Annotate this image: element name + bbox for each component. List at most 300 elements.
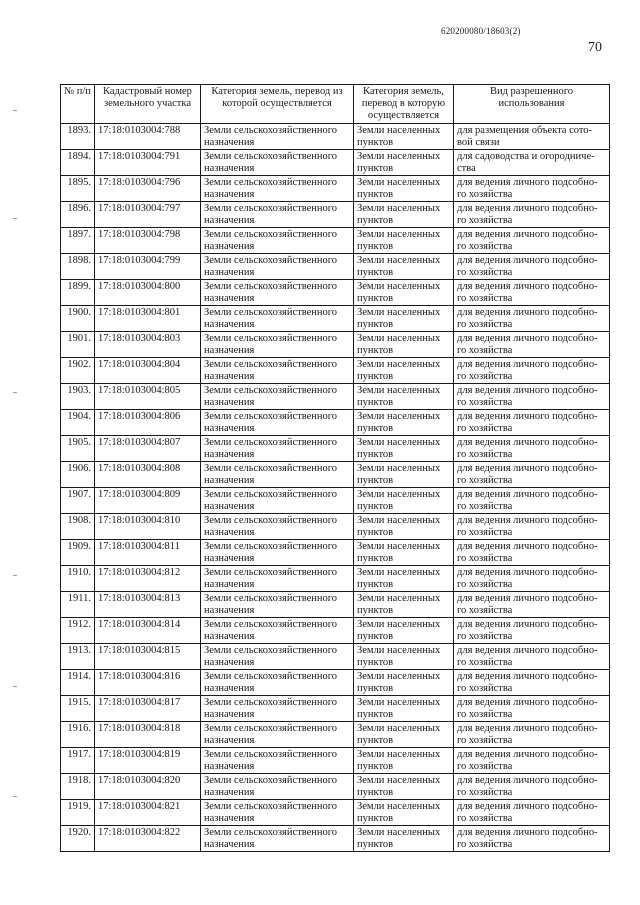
permitted-use-line1: для ведения личного подсобно- <box>457 307 598 318</box>
cadastral-number: 17:18:0103004:797 <box>95 202 201 228</box>
category-from-line2: назначения <box>204 553 255 564</box>
category-from-line1: Земли сельскохозяйственного <box>204 697 338 708</box>
permitted-use-line1: для ведения личного подсобно- <box>457 619 598 630</box>
cadastral-number: 17:18:0103004:799 <box>95 254 201 280</box>
col-header-category-from: Категория земель, перевод из которой осуществляется <box>201 85 354 124</box>
category-from-line2: назначения <box>204 293 255 304</box>
row-number: 1910. <box>61 566 95 592</box>
category-to-line2: пунктов <box>357 631 394 642</box>
category-to-line2: пунктов <box>357 787 394 798</box>
row-number: 1907. <box>61 488 95 514</box>
category-to-line2: пунктов <box>357 553 394 564</box>
cadastral-number: 17:18:0103004:803 <box>95 332 201 358</box>
row-number: 1904. <box>61 410 95 436</box>
category-to-line2: пунктов <box>357 709 394 720</box>
row-number: 1893. <box>61 124 95 150</box>
permitted-use-line2: го хозяйства <box>457 761 513 772</box>
table-row <box>61 722 610 748</box>
category-from-line2: назначения <box>204 761 255 772</box>
category-to <box>354 384 454 410</box>
permitted-use-line1: для ведения личного подсобно- <box>457 671 598 682</box>
cadastral-number: 17:18:0103004:801 <box>95 306 201 332</box>
table-row <box>61 202 610 228</box>
category-from-line1: Земли сельскохозяйственного <box>204 645 338 656</box>
category-to-line1: Земли населенных <box>357 671 441 682</box>
table-row <box>61 514 610 540</box>
row-number: 1911. <box>61 592 95 618</box>
category-from-line2: назначения <box>204 423 255 434</box>
category-from-line1: Земли сельскохозяйственного <box>204 203 338 214</box>
table-row <box>61 306 610 332</box>
permitted-use-line2: го хозяйства <box>457 501 513 512</box>
permitted-use <box>454 670 610 696</box>
category-from <box>201 228 354 254</box>
header-row <box>61 85 610 124</box>
margin-mark <box>13 575 17 576</box>
cadastral-number: 17:18:0103004:820 <box>95 774 201 800</box>
category-from <box>201 306 354 332</box>
permitted-use-line2: го хозяйства <box>457 553 513 564</box>
category-from-line2: назначения <box>204 267 255 278</box>
category-from-line1: Земли сельскохозяйственного <box>204 177 338 188</box>
table-row <box>61 774 610 800</box>
category-to-line2: пунктов <box>357 449 394 460</box>
permitted-use-line2: го хозяйства <box>457 579 513 590</box>
category-to <box>354 124 454 150</box>
cadastral-number: 17:18:0103004:807 <box>95 436 201 462</box>
document-code: 620200080/18603(2) <box>441 26 521 36</box>
category-from-line1: Земли сельскохозяйственного <box>204 125 338 136</box>
category-from-line1: Земли сельскохозяйственного <box>204 255 338 266</box>
category-to-line1: Земли населенных <box>357 515 441 526</box>
category-from <box>201 592 354 618</box>
permitted-use-line1: для ведения личного подсобно- <box>457 827 598 838</box>
cadastral-number: 17:18:0103004:812 <box>95 566 201 592</box>
category-to-line1: Земли населенных <box>357 463 441 474</box>
permitted-use-line2: го хозяйства <box>457 319 513 330</box>
category-to <box>354 722 454 748</box>
category-to-line2: пунктов <box>357 163 394 174</box>
category-from-line2: назначения <box>204 189 255 200</box>
permitted-use-line2: го хозяйства <box>457 267 513 278</box>
category-to-line2: пунктов <box>357 371 394 382</box>
permitted-use-line1: для ведения личного подсобно- <box>457 723 598 734</box>
category-from-line1: Земли сельскохозяйственного <box>204 749 338 760</box>
category-to-line2: пунктов <box>357 423 394 434</box>
row-number: 1901. <box>61 332 95 358</box>
category-to-line2: пунктов <box>357 267 394 278</box>
category-to <box>354 644 454 670</box>
permitted-use-line2: го хозяйства <box>457 293 513 304</box>
margin-mark <box>13 392 17 393</box>
permitted-use-line2: го хозяйства <box>457 215 513 226</box>
row-number: 1903. <box>61 384 95 410</box>
permitted-use <box>454 124 610 150</box>
cadastral-number: 17:18:0103004:821 <box>95 800 201 826</box>
table-row <box>61 228 610 254</box>
permitted-use <box>454 826 610 852</box>
permitted-use-line1: для ведения личного подсобно- <box>457 281 598 292</box>
category-to-line2: пунктов <box>357 527 394 538</box>
category-from <box>201 176 354 202</box>
category-from-line1: Земли сельскохозяйственного <box>204 801 338 812</box>
category-to-line2: пунктов <box>357 761 394 772</box>
permitted-use-line2: го хозяйства <box>457 631 513 642</box>
permitted-use-line1: для ведения личного подсобно- <box>457 697 598 708</box>
category-to <box>354 800 454 826</box>
cadastral-number: 17:18:0103004:813 <box>95 592 201 618</box>
category-from <box>201 566 354 592</box>
category-to <box>354 306 454 332</box>
category-to-line1: Земли населенных <box>357 619 441 630</box>
category-from-line2: назначения <box>204 449 255 460</box>
permitted-use-line1: для ведения личного подсобно- <box>457 463 598 474</box>
category-from-line1: Земли сельскохозяйственного <box>204 437 338 448</box>
row-number: 1908. <box>61 514 95 540</box>
category-from-line2: назначения <box>204 163 255 174</box>
category-from <box>201 384 354 410</box>
category-from-line1: Земли сельскохозяйственного <box>204 229 338 240</box>
category-to-line1: Земли населенных <box>357 437 441 448</box>
category-from-line2: назначения <box>204 527 255 538</box>
category-from <box>201 618 354 644</box>
category-from-line2: назначения <box>204 319 255 330</box>
permitted-use-line1: для размещения объекта сото- <box>457 125 593 136</box>
category-to-line2: пунктов <box>357 293 394 304</box>
permitted-use <box>454 306 610 332</box>
table-row <box>61 332 610 358</box>
table-row <box>61 462 610 488</box>
cadastral-number: 17:18:0103004:805 <box>95 384 201 410</box>
category-from-line2: назначения <box>204 787 255 798</box>
row-number: 1898. <box>61 254 95 280</box>
category-from <box>201 826 354 852</box>
permitted-use-line2: го хозяйства <box>457 813 513 824</box>
row-number: 1897. <box>61 228 95 254</box>
category-from-line1: Земли сельскохозяйственного <box>204 489 338 500</box>
category-from-line2: назначения <box>204 735 255 746</box>
category-to-line1: Земли населенных <box>357 385 441 396</box>
table-row <box>61 124 610 150</box>
category-from-line1: Земли сельскохозяйственного <box>204 827 338 838</box>
category-from-line2: назначения <box>204 137 255 148</box>
category-to-line2: пунктов <box>357 683 394 694</box>
category-to-line1: Земли населенных <box>357 411 441 422</box>
category-from-line1: Земли сельскохозяйственного <box>204 151 338 162</box>
row-number: 1895. <box>61 176 95 202</box>
table-row <box>61 644 610 670</box>
category-to-line1: Земли населенных <box>357 567 441 578</box>
col-header-category-to: Категория земель, перевод в которую осуществляется <box>354 85 454 124</box>
row-number: 1913. <box>61 644 95 670</box>
cadastral-number: 17:18:0103004:800 <box>95 280 201 306</box>
row-number: 1920. <box>61 826 95 852</box>
row-number: 1905. <box>61 436 95 462</box>
table-row <box>61 384 610 410</box>
category-to-line1: Земли населенных <box>357 125 441 136</box>
category-from-line1: Земли сельскохозяйственного <box>204 671 338 682</box>
cadastral-number: 17:18:0103004:796 <box>95 176 201 202</box>
category-from-line1: Земли сельскохозяйственного <box>204 593 338 604</box>
table-row <box>61 280 610 306</box>
category-to <box>354 826 454 852</box>
category-to-line1: Земли населенных <box>357 593 441 604</box>
category-from <box>201 774 354 800</box>
permitted-use-line1: для ведения личного подсобно- <box>457 775 598 786</box>
permitted-use-line1: для ведения личного подсобно- <box>457 567 598 578</box>
permitted-use-line2: го хозяйства <box>457 397 513 408</box>
category-from <box>201 514 354 540</box>
category-to-line1: Земли населенных <box>357 749 441 760</box>
margin-mark <box>13 110 17 111</box>
cadastral-number: 17:18:0103004:815 <box>95 644 201 670</box>
row-number: 1918. <box>61 774 95 800</box>
category-to-line1: Земли населенных <box>357 151 441 162</box>
row-number: 1909. <box>61 540 95 566</box>
margin-mark <box>13 686 17 687</box>
permitted-use <box>454 462 610 488</box>
category-to <box>354 280 454 306</box>
category-from <box>201 150 354 176</box>
permitted-use-line2: го хозяйства <box>457 241 513 252</box>
category-from-line2: назначения <box>204 631 255 642</box>
permitted-use-line1: для ведения личного подсобно- <box>457 593 598 604</box>
cadastral-number: 17:18:0103004:822 <box>95 826 201 852</box>
category-to <box>354 696 454 722</box>
permitted-use-line1: для ведения личного подсобно- <box>457 385 598 396</box>
category-from-line2: назначения <box>204 709 255 720</box>
permitted-use-line2: го хозяйства <box>457 345 513 356</box>
category-to <box>354 254 454 280</box>
permitted-use <box>454 540 610 566</box>
category-to-line1: Земли населенных <box>357 775 441 786</box>
category-from-line2: назначения <box>204 813 255 824</box>
category-from <box>201 488 354 514</box>
permitted-use-line2: ства <box>457 163 476 174</box>
row-number: 1900. <box>61 306 95 332</box>
permitted-use-line1: для ведения личного подсобно- <box>457 801 598 812</box>
row-number: 1896. <box>61 202 95 228</box>
permitted-use-line2: го хозяйства <box>457 709 513 720</box>
permitted-use-line1: для ведения личного подсобно- <box>457 749 598 760</box>
category-from-line2: назначения <box>204 839 255 850</box>
permitted-use-line1: для ведения личного подсобно- <box>457 333 598 344</box>
row-number: 1919. <box>61 800 95 826</box>
category-from-line1: Земли сельскохозяйственного <box>204 567 338 578</box>
category-to-line1: Земли населенных <box>357 645 441 656</box>
cadastral-number: 17:18:0103004:811 <box>95 540 201 566</box>
table-row <box>61 826 610 852</box>
category-to-line1: Земли населенных <box>357 723 441 734</box>
permitted-use-line2: го хозяйства <box>457 475 513 486</box>
category-to-line1: Земли населенных <box>357 697 441 708</box>
category-to-line2: пунктов <box>357 319 394 330</box>
category-from-line1: Земли сельскохозяйственного <box>204 619 338 630</box>
category-to-line2: пунктов <box>357 397 394 408</box>
permitted-use <box>454 488 610 514</box>
category-from <box>201 358 354 384</box>
category-from <box>201 722 354 748</box>
permitted-use <box>454 722 610 748</box>
category-to <box>354 332 454 358</box>
table-row <box>61 150 610 176</box>
col-header-cadastral: Кадастровый номер земельного участка <box>95 85 201 124</box>
category-from-line2: назначения <box>204 683 255 694</box>
permitted-use-line1: для ведения личного подсобно- <box>457 359 598 370</box>
table-body <box>61 124 610 852</box>
permitted-use <box>454 202 610 228</box>
category-to-line1: Земли населенных <box>357 359 441 370</box>
category-from-line2: назначения <box>204 579 255 590</box>
cadastral-number: 17:18:0103004:817 <box>95 696 201 722</box>
margin-mark <box>13 218 17 219</box>
category-from <box>201 280 354 306</box>
permitted-use <box>454 618 610 644</box>
category-from-line2: назначения <box>204 371 255 382</box>
category-to-line2: пунктов <box>357 501 394 512</box>
table-row <box>61 410 610 436</box>
cadastral-number: 17:18:0103004:819 <box>95 748 201 774</box>
category-to <box>354 566 454 592</box>
cadastral-number: 17:18:0103004:809 <box>95 488 201 514</box>
row-number: 1899. <box>61 280 95 306</box>
table-row <box>61 566 610 592</box>
category-from-line1: Земли сельскохозяйственного <box>204 385 338 396</box>
category-to <box>354 670 454 696</box>
row-number: 1912. <box>61 618 95 644</box>
permitted-use-line2: го хозяйства <box>457 527 513 538</box>
cadastral-number: 17:18:0103004:818 <box>95 722 201 748</box>
category-from <box>201 202 354 228</box>
category-from-line2: назначения <box>204 241 255 252</box>
category-from-line2: назначения <box>204 657 255 668</box>
category-to-line1: Земли населенных <box>357 203 441 214</box>
row-number: 1894. <box>61 150 95 176</box>
permitted-use <box>454 748 610 774</box>
table-row <box>61 254 610 280</box>
cadastral-number: 17:18:0103004:806 <box>95 410 201 436</box>
table-row <box>61 488 610 514</box>
cadastral-number: 17:18:0103004:810 <box>95 514 201 540</box>
category-from-line1: Земли сельскохозяйственного <box>204 723 338 734</box>
permitted-use-line1: для ведения личного подсобно- <box>457 437 598 448</box>
category-to-line2: пунктов <box>357 475 394 486</box>
permitted-use-line1: для ведения личного подсобно- <box>457 177 598 188</box>
row-number: 1902. <box>61 358 95 384</box>
category-to-line2: пунктов <box>357 735 394 746</box>
permitted-use-line1: для ведения личного подсобно- <box>457 645 598 656</box>
category-from-line1: Земли сельскохозяйственного <box>204 281 338 292</box>
category-from <box>201 644 354 670</box>
category-to-line2: пунктов <box>357 813 394 824</box>
table-row <box>61 748 610 774</box>
category-to-line1: Земли населенных <box>357 281 441 292</box>
permitted-use-line2: го хозяйства <box>457 683 513 694</box>
permitted-use-line1: для садоводства и огородниче- <box>457 151 595 162</box>
cadastral-number: 17:18:0103004:788 <box>95 124 201 150</box>
category-from <box>201 124 354 150</box>
category-from-line2: назначения <box>204 605 255 616</box>
category-from-line2: назначения <box>204 501 255 512</box>
permitted-use-line1: для ведения личного подсобно- <box>457 203 598 214</box>
row-number: 1914. <box>61 670 95 696</box>
permitted-use <box>454 332 610 358</box>
permitted-use-line2: го хозяйства <box>457 371 513 382</box>
category-to <box>354 748 454 774</box>
table-row <box>61 592 610 618</box>
row-number: 1906. <box>61 462 95 488</box>
category-from-line1: Земли сельскохозяйственного <box>204 541 338 552</box>
category-from-line1: Земли сельскохозяйственного <box>204 333 338 344</box>
category-to-line2: пунктов <box>357 241 394 252</box>
col-header-permitted-use: Вид разрешенного использования <box>454 85 610 124</box>
category-from-line2: назначения <box>204 215 255 226</box>
category-to-line2: пунктов <box>357 189 394 200</box>
category-to-line2: пунктов <box>357 215 394 226</box>
category-from-line1: Земли сельскохозяйственного <box>204 463 338 474</box>
category-from <box>201 254 354 280</box>
permitted-use-line1: для ведения личного подсобно- <box>457 411 598 422</box>
cadastral-number: 17:18:0103004:804 <box>95 358 201 384</box>
cadastral-number: 17:18:0103004:816 <box>95 670 201 696</box>
category-to-line1: Земли населенных <box>357 827 441 838</box>
category-to-line2: пунктов <box>357 345 394 356</box>
permitted-use <box>454 358 610 384</box>
page-number: 70 <box>588 40 602 55</box>
permitted-use <box>454 150 610 176</box>
category-to-line1: Земли населенных <box>357 229 441 240</box>
category-to-line1: Земли населенных <box>357 307 441 318</box>
category-from <box>201 748 354 774</box>
category-to <box>354 462 454 488</box>
table-row <box>61 176 610 202</box>
permitted-use-line2: го хозяйства <box>457 189 513 200</box>
permitted-use-line2: го хозяйства <box>457 839 513 850</box>
table-row <box>61 800 610 826</box>
table-row <box>61 618 610 644</box>
category-to <box>354 202 454 228</box>
permitted-use-line2: го хозяйства <box>457 449 513 460</box>
category-to-line1: Земли населенных <box>357 801 441 812</box>
table-row <box>61 696 610 722</box>
category-to-line2: пунктов <box>357 579 394 590</box>
category-to-line2: пунктов <box>357 657 394 668</box>
table-row <box>61 670 610 696</box>
category-to <box>354 514 454 540</box>
category-to <box>354 540 454 566</box>
category-to <box>354 358 454 384</box>
category-to <box>354 436 454 462</box>
permitted-use-line1: для ведения личного подсобно- <box>457 541 598 552</box>
category-to-line2: пунктов <box>357 605 394 616</box>
category-from <box>201 410 354 436</box>
category-to <box>354 774 454 800</box>
category-from-line1: Земли сельскохозяйственного <box>204 515 338 526</box>
permitted-use-line1: для ведения личного подсобно- <box>457 515 598 526</box>
permitted-use <box>454 514 610 540</box>
permitted-use <box>454 410 610 436</box>
category-from-line2: назначения <box>204 475 255 486</box>
permitted-use <box>454 644 610 670</box>
category-to-line1: Земли населенных <box>357 177 441 188</box>
category-from <box>201 800 354 826</box>
permitted-use <box>454 566 610 592</box>
category-from <box>201 696 354 722</box>
category-to <box>354 176 454 202</box>
permitted-use <box>454 228 610 254</box>
table-row <box>61 436 610 462</box>
category-from-line2: назначения <box>204 397 255 408</box>
